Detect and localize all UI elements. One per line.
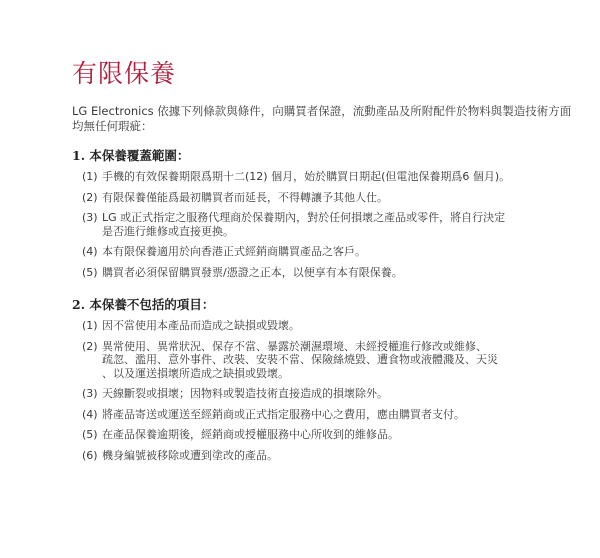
section-1-heading: 1. 本保養覆蓋範圍： <box>72 148 190 163</box>
list-item <box>82 340 572 381</box>
item-text: 本有限保養適用於向香港正式經銷商購買產品之客戶。 <box>102 245 366 258</box>
item-number: (3) <box>82 211 98 224</box>
item-text: 將產品寄送或運送至經銷商或正式指定服務中心之費用，應由購買者支付。 <box>102 407 465 421</box>
list-item <box>82 319 572 333</box>
list-item <box>82 266 572 280</box>
item-number: (3) <box>82 387 98 400</box>
item-text: 天線斷裂或損壞；因物料或製造技術直接造成的損壞除外。 <box>102 387 388 400</box>
section-2-heading: 2. 本保養不包括的項目： <box>72 297 215 312</box>
page-title: 有限保養 <box>72 59 177 88</box>
item-number: (4) <box>82 407 98 421</box>
item-number: (6) <box>82 448 98 462</box>
item-text: 在產品保養逾期後，經銷商或授權服務中心所收到的維修品。 <box>102 428 399 441</box>
item-number: (5) <box>82 428 98 441</box>
section-2-list <box>72 319 572 462</box>
item-text: 機身編號被移除或遭到塗改的產品。 <box>102 448 278 462</box>
list-item <box>82 170 572 184</box>
list-item <box>82 211 572 238</box>
list-item <box>82 449 572 463</box>
item-number: (1) <box>82 319 98 332</box>
item-number: (4) <box>82 245 98 258</box>
item-text: 購買者必須保留購買發票/憑證之正本，以便享有本有限保養。 <box>102 265 403 279</box>
list-item <box>82 191 572 205</box>
list-item <box>82 408 572 422</box>
warranty-document <box>72 58 572 469</box>
item-text: 異常使用、異常狀況、保存不當、暴露於潮濕環境、未經授權進行修改或維修、 疏忽、濫用、意外事件、改裝、安裝不當、保險絲燒毀、遭食物或液體濺及、天災 、以及運送損壞所造成之缺損或毀壞。 <box>102 339 498 380</box>
item-number: (5) <box>82 265 98 279</box>
item-number: (1) <box>82 170 98 183</box>
item-number: (2) <box>82 339 98 353</box>
intro-paragraph: LG Electronics 依據下列條款與條件，向購買者保證，流動產品及所附配件於物料與製造技術方面均無任何瑕疵： <box>72 104 572 133</box>
item-text: 手機的有效保養期限爲期十二(12) 個月，始於購買日期起(但電池保養期爲6 個月)。 <box>102 170 511 183</box>
item-text: 因不當使用本產品而造成之缺損或毀壞。 <box>102 319 300 332</box>
list-item <box>82 428 572 442</box>
list-item <box>82 387 572 401</box>
item-number: (2) <box>82 190 98 204</box>
section-1-list <box>72 170 572 279</box>
item-text: LG 或正式指定之服務代理商於保養期內，對於任何損壞之產品或零件，將自行決定 是否進行維修或直接更換。 <box>102 211 506 238</box>
item-text: 有限保養僅能爲最初購買者而延長，不得轉讓予其他人仕。 <box>102 190 388 204</box>
list-item <box>82 245 572 259</box>
